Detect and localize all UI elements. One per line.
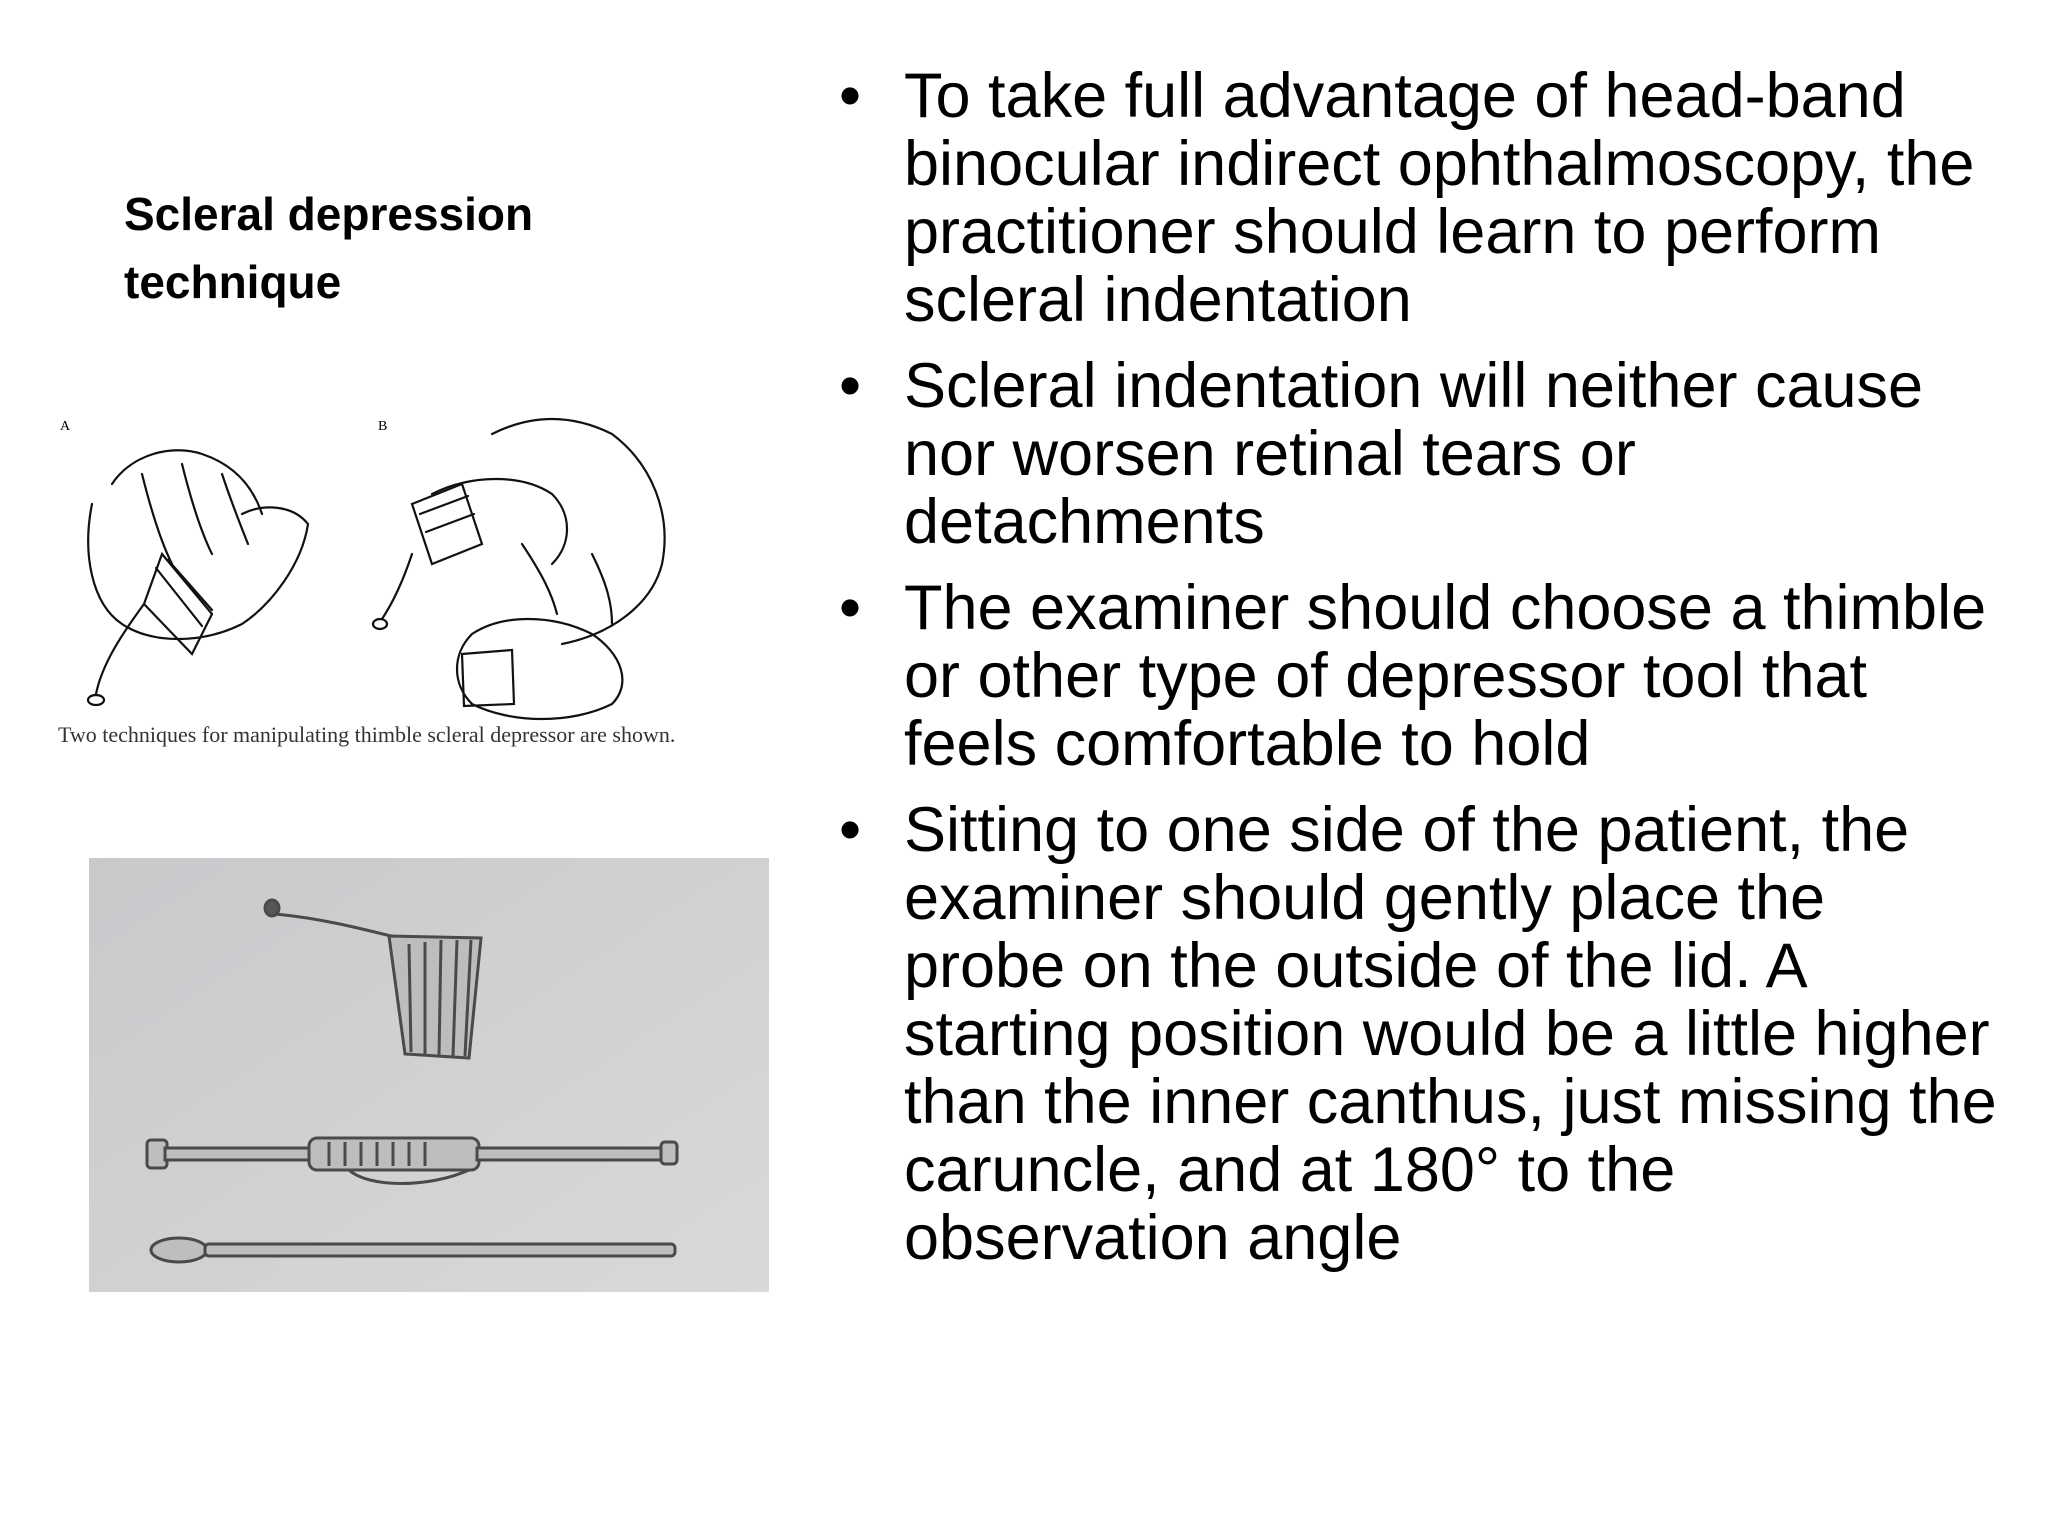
bullet-text: To take full advantage of head-band binocular indirect ophthalmoscopy, the practitioner should learn to perform scleral indentation [904, 61, 1975, 335]
bullet-list [820, 62, 2000, 1290]
bullet-dot: • [838, 795, 862, 865]
hand-drawing-b [373, 419, 665, 719]
bullet-text: Sitting to one side of the patient, the examiner should gently place the probe on the outside of the lid. A starting position would be a little higher than the inner canthus, just missing the caruncle, and at 180° to the observation angle [904, 795, 1997, 1273]
bullet-text: Scleral indentation will neither cause nor worsen retinal tears or detachments [904, 351, 1924, 557]
slide-title [124, 180, 764, 316]
list-item [820, 796, 2000, 1272]
bullet-dot: • [838, 351, 862, 421]
hand-drawing-a [88, 450, 308, 705]
figure-caption: Two techniques for manipulating thimble scleral depressor are shown. [58, 722, 676, 747]
list-item [820, 62, 2000, 334]
thimble-technique-illustration [52, 404, 788, 764]
bullet-text: The examiner should choose a thimble or other type of depressor tool that feels comfortable to hold [904, 573, 1987, 779]
scleral-depressor-instruments-photo [89, 858, 769, 1292]
figure-label-a: A [60, 419, 71, 434]
bullet-dot: • [838, 61, 862, 131]
list-item [820, 352, 2000, 556]
title-line-1: Scleral depression [124, 188, 534, 240]
figure-label-b: B [378, 419, 388, 434]
title-line-2: technique [124, 256, 342, 308]
list-item [820, 574, 2000, 778]
bullet-dot: • [838, 573, 862, 643]
